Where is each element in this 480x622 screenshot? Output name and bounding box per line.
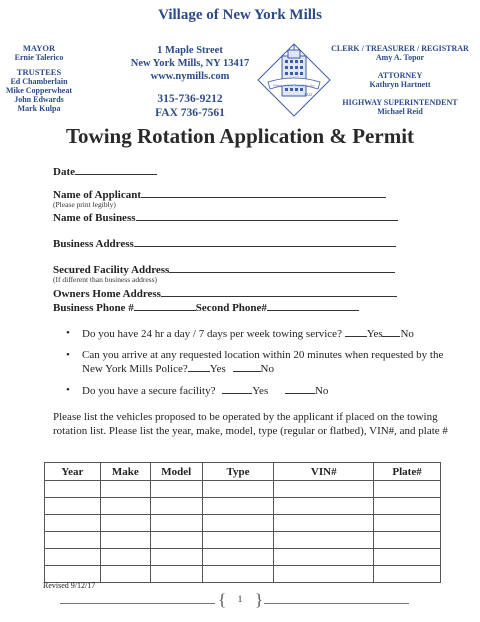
secured-facility-note: (If different than business address) bbox=[53, 275, 157, 284]
table-cell[interactable] bbox=[150, 481, 202, 498]
business-phone-line[interactable] bbox=[134, 300, 196, 311]
applicant-line[interactable] bbox=[141, 187, 386, 198]
village-name: Village of New York Mills bbox=[158, 7, 322, 23]
mayor-name: Ernie Talerico bbox=[14, 53, 64, 62]
table-cell[interactable] bbox=[202, 515, 274, 532]
table-cell[interactable] bbox=[100, 566, 150, 583]
table-cell[interactable] bbox=[274, 549, 374, 566]
table-cell[interactable] bbox=[374, 498, 441, 515]
fax-number: FAX 736-7561 bbox=[155, 107, 225, 119]
no-blank[interactable] bbox=[285, 384, 315, 394]
business-address-line[interactable] bbox=[134, 236, 396, 247]
bullet-icon: • bbox=[66, 383, 70, 396]
table-cell[interactable] bbox=[45, 515, 101, 532]
date-label: Date bbox=[53, 166, 75, 178]
table-cell[interactable] bbox=[374, 481, 441, 498]
question-text: Can you arrive at any requested location within 20 minutes when requested by the New York Mills Police? bbox=[82, 348, 444, 375]
table-cell[interactable] bbox=[100, 549, 150, 566]
yes-blank[interactable] bbox=[345, 327, 367, 337]
table-cell[interactable] bbox=[374, 532, 441, 549]
table-cell[interactable] bbox=[150, 532, 202, 549]
table-cell[interactable] bbox=[202, 566, 274, 583]
applicant-field bbox=[53, 187, 386, 201]
question-item bbox=[66, 384, 466, 399]
officials-left-column bbox=[0, 44, 78, 113]
clerk-title: CLERK / TREASURER / REGISTRAR bbox=[331, 44, 469, 53]
table-cell[interactable] bbox=[374, 566, 441, 583]
column-header: VIN# bbox=[274, 463, 374, 481]
highway-superintendent-name: Michael Reid bbox=[377, 107, 423, 116]
business-phone-label: Business Phone # bbox=[53, 302, 134, 314]
yes-label: Yes bbox=[209, 363, 226, 375]
question-text: Do you have a secure facility? bbox=[82, 384, 216, 397]
table-cell[interactable] bbox=[274, 532, 374, 549]
table-row bbox=[45, 549, 441, 566]
table-cell[interactable] bbox=[202, 549, 274, 566]
question-item bbox=[66, 349, 466, 377]
table-cell[interactable] bbox=[100, 498, 150, 515]
attorney-name: Kathryn Hartnett bbox=[369, 80, 431, 89]
yes-label: Yes bbox=[366, 328, 383, 340]
business-name-label: Name of Business bbox=[53, 212, 136, 224]
table-cell[interactable] bbox=[45, 549, 101, 566]
question-item bbox=[66, 327, 466, 342]
table-row bbox=[45, 566, 441, 583]
table-cell[interactable] bbox=[45, 532, 101, 549]
date-field bbox=[53, 164, 157, 178]
table-row bbox=[45, 515, 441, 532]
column-header: Plate# bbox=[374, 463, 441, 481]
table-cell[interactable] bbox=[150, 549, 202, 566]
table-cell[interactable] bbox=[45, 498, 101, 515]
table-cell[interactable] bbox=[150, 515, 202, 532]
officials-right-column bbox=[320, 44, 480, 116]
column-header: Type bbox=[202, 463, 274, 481]
trustee-name: John Edwards bbox=[14, 95, 64, 104]
bullet-icon: • bbox=[66, 348, 70, 361]
seal-year: 1922 bbox=[304, 92, 312, 97]
business-address-label: Business Address bbox=[53, 238, 134, 250]
business-name-line[interactable] bbox=[136, 210, 398, 221]
vehicle-table bbox=[44, 462, 441, 583]
table-cell[interactable] bbox=[274, 566, 374, 583]
page-number: 1 bbox=[237, 594, 243, 604]
table-cell[interactable] bbox=[274, 515, 374, 532]
column-header: Model bbox=[150, 463, 202, 481]
no-blank[interactable] bbox=[233, 362, 261, 372]
column-header: Make bbox=[100, 463, 150, 481]
column-header: Year bbox=[45, 463, 101, 481]
table-cell[interactable] bbox=[150, 498, 202, 515]
yes-label: Yes bbox=[252, 384, 269, 397]
secured-facility-line[interactable] bbox=[169, 262, 395, 273]
highway-superintendent-title: HIGHWAY SUPERINTENDENT bbox=[342, 98, 458, 107]
village-contact-column bbox=[120, 44, 260, 120]
no-label: No bbox=[314, 384, 329, 397]
no-label: No bbox=[260, 363, 274, 375]
address-line-2: New York Mills, NY 13417 bbox=[130, 58, 250, 69]
table-cell[interactable] bbox=[45, 481, 101, 498]
table-cell[interactable] bbox=[150, 566, 202, 583]
second-phone-line[interactable] bbox=[267, 300, 359, 311]
yes-blank[interactable] bbox=[222, 384, 252, 394]
phone-number: 315-736-9212 bbox=[157, 93, 223, 105]
table-header-row bbox=[45, 463, 441, 481]
table-cell[interactable] bbox=[100, 515, 150, 532]
table-row bbox=[45, 498, 441, 515]
trustee-name: Ed Chamberlain bbox=[10, 77, 68, 86]
right-brace-icon: } bbox=[255, 590, 264, 609]
seal-banner-text: Village of New York Mills, Inc. bbox=[272, 83, 316, 88]
revised-date: Revised 9/12/17 bbox=[43, 581, 96, 590]
table-cell[interactable] bbox=[374, 515, 441, 532]
applicant-label: Name of Applicant bbox=[53, 189, 141, 201]
attorney-title: ATTORNEY bbox=[377, 71, 423, 80]
left-brace-icon: { bbox=[218, 590, 227, 609]
trustee-name: Mark Kulpa bbox=[17, 104, 61, 113]
vehicle-instructions: Please list the vehicles proposed to be operated by the applicant if placed on the towing rotation list. Please list the year, make, model, type (regular or flatbed), VIN#, and plate # bbox=[53, 411, 448, 437]
table-row bbox=[45, 481, 441, 498]
table-row bbox=[45, 532, 441, 549]
table-cell[interactable] bbox=[100, 532, 150, 549]
no-label: No bbox=[400, 328, 414, 340]
no-blank[interactable] bbox=[382, 327, 400, 337]
secured-facility-label: Secured Facility Address bbox=[53, 264, 170, 276]
business-name-field bbox=[53, 210, 398, 224]
owner-address-line[interactable] bbox=[161, 286, 397, 297]
applicant-note: (Please print legibly) bbox=[53, 200, 116, 209]
table-cell[interactable] bbox=[202, 498, 274, 515]
table-cell[interactable] bbox=[202, 532, 274, 549]
phone-fields bbox=[53, 300, 359, 314]
table-cell[interactable] bbox=[274, 498, 374, 515]
table-cell[interactable] bbox=[45, 566, 101, 583]
clerk-name: Amy A. Topor bbox=[375, 53, 425, 62]
yes-blank[interactable] bbox=[188, 362, 210, 372]
business-address-field bbox=[53, 236, 396, 250]
date-line[interactable] bbox=[75, 164, 157, 175]
table-cell[interactable] bbox=[100, 481, 150, 498]
owner-address-field bbox=[53, 286, 397, 300]
question-text: Do you have 24 hr a day / 7 days per week towing service? bbox=[82, 328, 342, 340]
table-cell[interactable] bbox=[274, 481, 374, 498]
secured-facility-field bbox=[53, 262, 395, 276]
trustee-name: Mike Copperwheat bbox=[6, 86, 72, 95]
bullet-icon: • bbox=[66, 327, 70, 339]
website: www.nymills.com bbox=[150, 71, 230, 82]
form-title: Towing Rotation Application & Permit bbox=[65, 124, 415, 148]
mayor-title: MAYOR bbox=[22, 43, 56, 53]
trustees-title: TRUSTEES bbox=[16, 67, 62, 77]
owner-address-label: Owners Home Address bbox=[53, 288, 161, 300]
address-line-1: 1 Maple Street bbox=[157, 45, 223, 56]
table-cell[interactable] bbox=[202, 481, 274, 498]
questions-list bbox=[66, 327, 466, 405]
table-cell[interactable] bbox=[374, 549, 441, 566]
second-phone-label: Second Phone# bbox=[195, 302, 267, 314]
